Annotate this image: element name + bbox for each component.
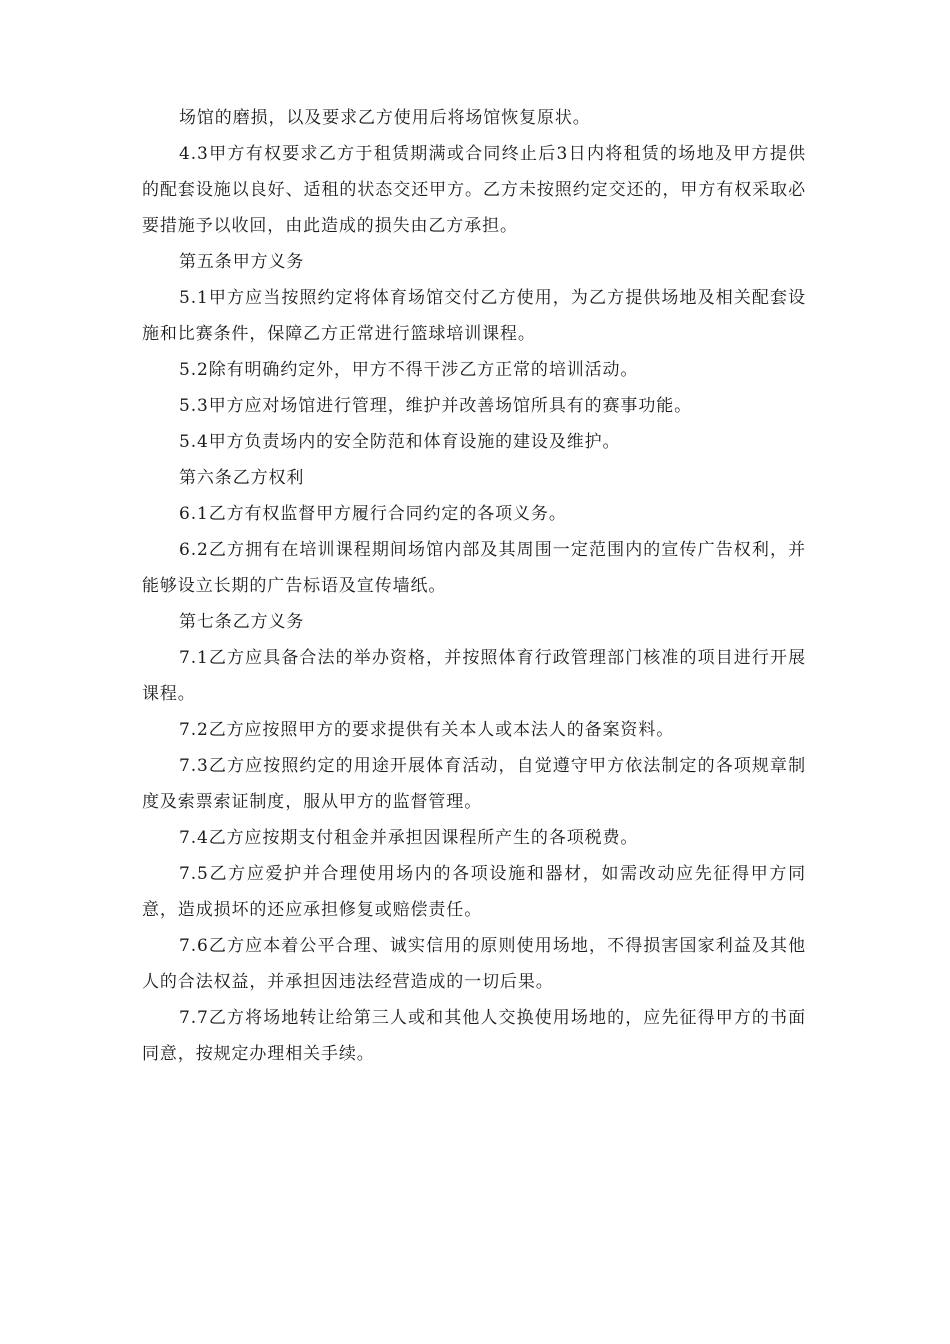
paragraph-7-7: 7.7乙方将场地转让给第三人或和其他人交换使用场地的，应先征得甲方的书面同意，按规定办理相关手续。: [142, 1008, 806, 1064]
paragraph-6-1: 6.1乙方有权监督甲方履行合同约定的各项义务。: [179, 504, 567, 524]
paragraph-7-2: 7.2乙方应按照甲方的要求提供有关本人或本法人的备案资料。: [179, 720, 675, 740]
document-body: [142, 100, 806, 1072]
paragraph-7-6: 7.6乙方应本着公平合理、诚实信用的原则使用场地，不得损害国家利益及其他人的合法权益，并承担因违法经营造成的一切后果。: [142, 936, 806, 992]
section-heading-article-7: 第七条乙方义务: [179, 612, 305, 632]
paragraph-7-3: 7.3乙方应按照约定的用途开展体育活动，自觉遵守甲方依法制定的各项规章制度及索票索证制度，服从甲方的监督管理。: [142, 756, 806, 812]
paragraph-6-2: 6.2乙方拥有在培训课程期间场馆内部及其周围一定范围内的宣传广告权利，并能够设立长期的广告标语及宣传墙纸。: [142, 540, 806, 596]
paragraph-5-3: 5.3甲方应对场馆进行管理，维护并改善场馆所具有的赛事功能。: [179, 396, 693, 416]
paragraph-4-2-continued: 场馆的磨损，以及要求乙方使用后将场馆恢复原状。: [179, 108, 591, 128]
paragraph-5-2: 5.2除有明确约定外，甲方不得干涉乙方正常的培训活动。: [179, 360, 639, 380]
paragraph-7-1: 7.1乙方应具备合法的举办资格，并按照体育行政管理部门核准的项目进行开展课程。: [142, 648, 806, 704]
paragraph-7-4: 7.4乙方应按期支付租金并承担因课程所产生的各项税费。: [179, 828, 639, 848]
paragraph-7-5: 7.5乙方应爱护并合理使用场内的各项设施和器材，如需改动应先征得甲方同意，造成损坏的还应承担修复或赔偿责任。: [142, 864, 806, 920]
paragraph-5-4: 5.4甲方负责场内的安全防范和体育设施的建设及维护。: [179, 432, 621, 452]
section-heading-article-5: 第五条甲方义务: [179, 252, 305, 272]
paragraph-5-1: 5.1甲方应当按照约定将体育场馆交付乙方使用，为乙方提供场地及相关配套设施和比赛条件，保障乙方正常进行篮球培训课程。: [142, 288, 806, 344]
section-heading-article-6: 第六条乙方权利: [179, 468, 305, 488]
paragraph-4-3: 4.3甲方有权要求乙方于租赁期满或合同终止后3日内将租赁的场地及甲方提供的配套设施以良好、适租的状态交还甲方。乙方未按照约定交还的，甲方有权采取必要措施予以收回，由此造成的损失由乙方承担。: [142, 144, 806, 236]
